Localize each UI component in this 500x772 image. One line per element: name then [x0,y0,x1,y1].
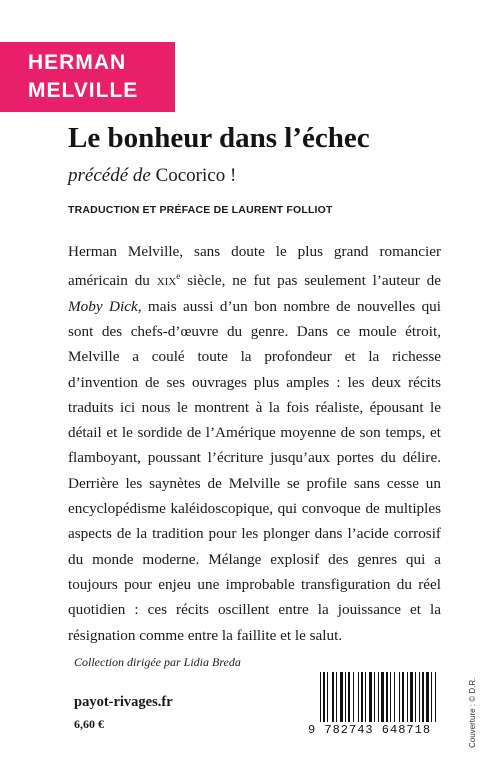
barcode-bar [399,672,400,722]
barcode-bar [336,672,337,722]
barcode-bar [435,672,436,722]
barcode-bar [415,672,416,722]
blurb-century: xix [156,272,177,290]
blurb-part-2: siècle, ne fut pas seulement l’auteur de [180,272,442,290]
barcode-bar [365,672,366,722]
barcode-bar [332,672,334,722]
author-first-name: HERMAN [28,51,127,74]
barcode-number: 9 782743 648718 [308,723,432,737]
barcode-bar [419,672,420,722]
barcode-bar [345,672,346,722]
author-band [0,42,175,112]
translation-credits: TRADUCTION ET PRÉFACE DE LAURENT FOLLIOT [68,204,333,216]
subtitle-work: Cocorico ! [155,165,237,186]
subtitle-preceded: précédé de [68,165,151,186]
barcode-bar [358,672,359,722]
isbn-barcode [308,672,458,738]
price: 6,60 € [74,717,104,731]
barcode-bar [323,672,325,722]
blurb-moby-dick: Moby Dick [68,297,138,315]
barcode-bar [402,672,404,722]
book-title: Le bonheur dans l’échec [68,122,370,154]
barcode-bar [353,672,354,722]
barcode-bar [386,672,388,722]
back-cover-blurb [68,239,441,648]
barcode-bar [381,672,384,722]
barcode-bar [320,672,321,722]
barcode-bar [431,672,432,722]
subtitle [68,165,236,187]
barcode-bar [426,672,429,722]
barcode-bar [340,672,343,722]
barcode-bar [407,672,408,722]
collection-line: Collection dirigée par Lidia Breda [74,655,241,669]
barcode-bar [390,672,391,722]
blurb-century-sup: e [176,271,181,282]
barcode-bar [369,672,372,722]
cover-credit: Couverture : © D.R. [468,677,477,748]
barcode-bar [410,672,413,722]
barcode-bar [374,672,375,722]
barcode-bar [378,672,379,722]
barcode-bar [348,672,350,722]
barcode-bar [361,672,363,722]
barcode-bar [394,672,395,722]
blurb-part-1: Herman Melville, sans doute le plus grand romancier américain du [68,243,441,290]
publisher-website[interactable]: payot-rivages.fr [74,694,173,710]
barcode-bar [422,672,424,722]
author-last-name: MELVILLE [28,79,139,102]
barcode-bar [327,672,328,722]
barcode-bars [320,672,454,722]
blurb-part-3: , mais aussi d’un bon nombre de nouvelles qui sont des chefs-d’œuvre du genre. Dans ce moule étroit, Melville a coulé toute la profondeur et la richesse d’invention de ses ouvrages plus amples : les deux récits traduits ici nous le montrent à la fois réaliste, épousant le détail et le sordide de l’Amérique moyenne de son temps, et flamboyant, poussant l’écriture jusqu’aux portes du délire. Derrière les saynètes de Melville se profile sans cesse un encyclopédisme kaléidoscopique, qui convoque de multiples aspects de la tradition pour les plonger dans l’acide corrosif du monde moderne. Mélange explosif des genres qui a toujours pour enjeu une improbable transfiguration du réel quotidien : ces récits oscillent entre la jouissance et la résignation comme entre la faillite et le salut. [68,297,441,644]
